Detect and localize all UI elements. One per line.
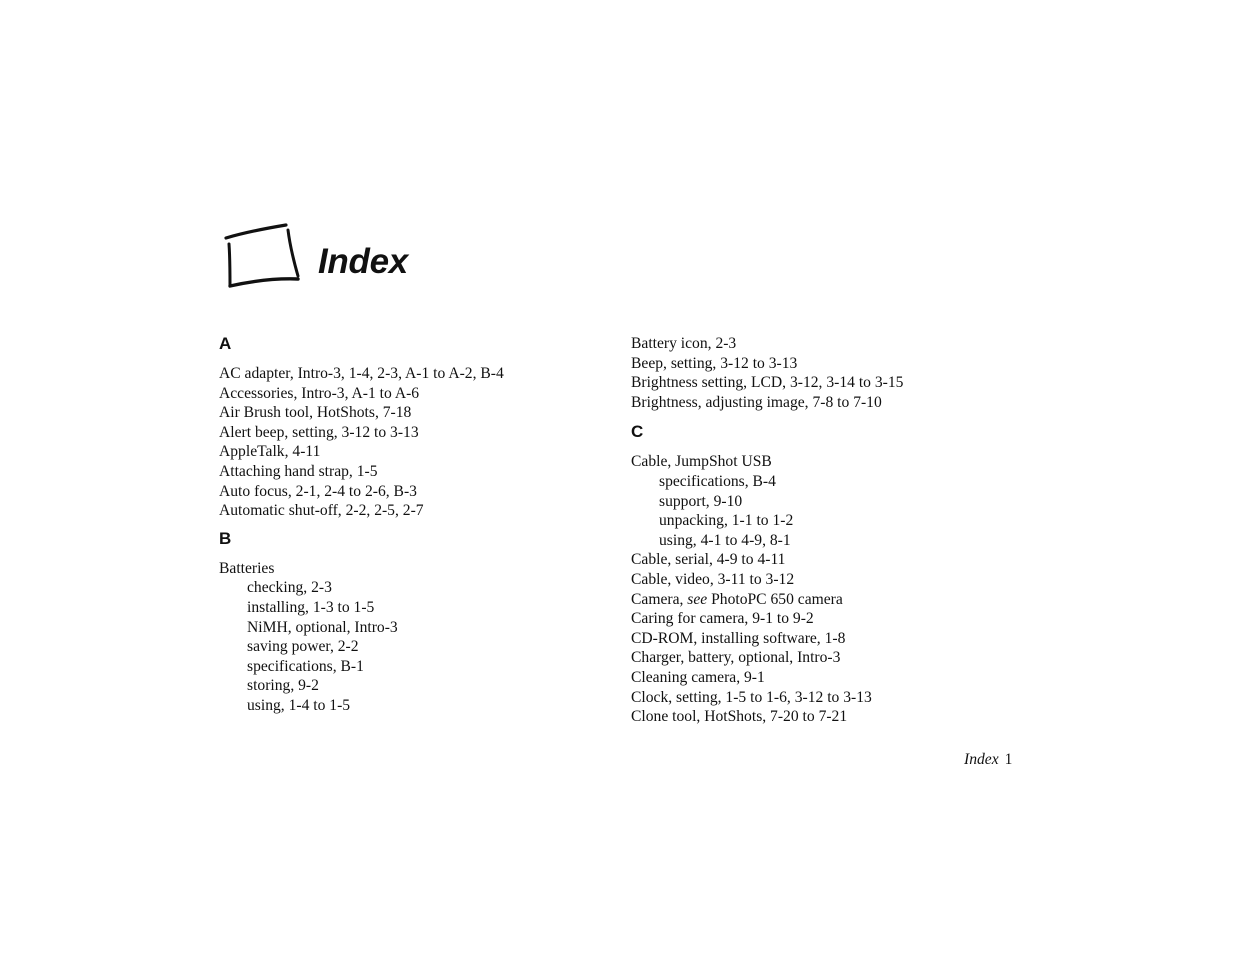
footer-label: Index — [964, 751, 999, 768]
entry-text: PhotoPC 650 camera — [707, 590, 843, 608]
index-subentry: NiMH, optional, Intro-3 — [247, 618, 398, 636]
index-entry: AC adapter, Intro-3, 1-4, 2-3, A-1 to A-2, B-4 — [219, 365, 504, 382]
index-entry: Air Brush tool, HotShots, 7-18 — [219, 404, 412, 422]
index-subentry: unpacking, 1-1 to 1-2 — [659, 512, 794, 530]
index-entry: Caring for camera, 9-1 to 9-2 — [631, 610, 814, 628]
index-entry: Cable, JumpShot USB — [631, 453, 772, 471]
index-entry: Brightness setting, LCD, 3-12, 3-14 to 3-15 — [631, 374, 904, 392]
index-entry: Cable, serial, 4-9 to 4-11 — [631, 551, 786, 569]
section-heading-b: B — [219, 528, 232, 548]
index-list-c — [631, 452, 1091, 726]
index-list-b — [219, 559, 619, 716]
index-subentry: using, 4-1 to 4-9, 8-1 — [659, 531, 791, 549]
index-entry: Brightness, adjusting image, 7-8 to 7-10 — [631, 393, 882, 411]
see-reference: see — [687, 590, 708, 608]
index-entry: Clone tool, HotShots, 7-20 to 7-21 — [631, 708, 848, 726]
index-subentry: installing, 1-3 to 1-5 — [247, 598, 375, 616]
index-subentry: support, 9-10 — [659, 492, 743, 510]
section-heading-c: C — [631, 422, 644, 442]
index-column-right — [631, 334, 1091, 727]
index-entry — [631, 590, 1091, 610]
index-entry: Battery icon, 2-3 — [631, 335, 737, 352]
index-entry: Alert beep, setting, 3-12 to 3-13 — [219, 423, 419, 441]
index-column-left — [219, 334, 619, 716]
entry-text: Camera, — [631, 590, 688, 608]
index-subentry: specifications, B-1 — [247, 657, 364, 675]
index-list-b-continued — [631, 334, 1091, 412]
hand-drawn-box-icon — [220, 222, 304, 292]
index-entry: Charger, battery, optional, Intro-3 — [631, 649, 841, 667]
index-entry: Batteries — [219, 559, 275, 577]
index-subentry: storing, 9-2 — [247, 677, 319, 695]
page-title: Index — [318, 242, 408, 281]
index-subentry: specifications, B-4 — [659, 472, 776, 490]
index-entry: Automatic shut-off, 2-2, 2-5, 2-7 — [219, 502, 424, 520]
index-entry: Attaching hand strap, 1-5 — [219, 462, 378, 480]
index-entry: Cleaning camera, 9-1 — [631, 668, 765, 686]
index-entry: Cable, video, 3-11 to 3-12 — [631, 570, 795, 588]
section-heading-a: A — [219, 334, 232, 353]
index-entry: Accessories, Intro-3, A-1 to A-6 — [219, 384, 420, 402]
index-entry: Beep, setting, 3-12 to 3-13 — [631, 354, 798, 372]
index-subentry: using, 1-4 to 1-5 — [247, 696, 351, 714]
index-entry: AppleTalk, 4-11 — [219, 443, 321, 461]
page-footer — [964, 750, 1012, 770]
index-entry: Auto focus, 2-1, 2-4 to 2-6, B-3 — [219, 482, 417, 500]
page-number: 1 — [1004, 751, 1013, 768]
index-entry: CD-ROM, installing software, 1-8 — [631, 629, 846, 647]
index-subentry: checking, 2-3 — [247, 579, 332, 597]
index-entry: Clock, setting, 1-5 to 1-6, 3-12 to 3-13 — [631, 688, 872, 706]
index-list-a — [219, 364, 619, 521]
index-subentry: saving power, 2-2 — [247, 638, 359, 656]
